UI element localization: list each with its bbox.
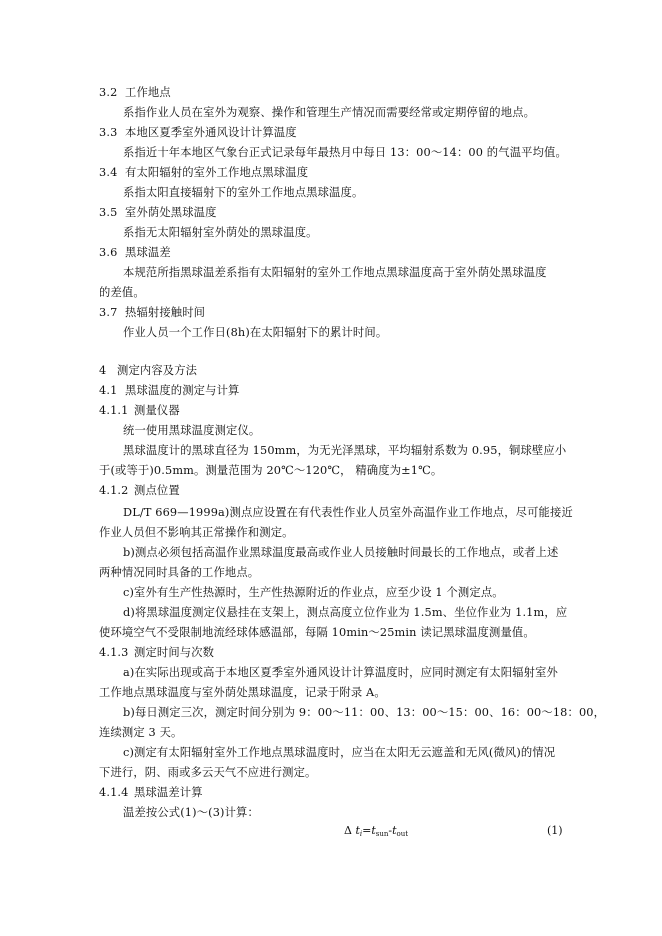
- paragraph: 系指无太阳辐射室外荫处的黑球温度。: [123, 226, 318, 239]
- section-title: 本地区夏季室外通风设计计算温度: [125, 126, 297, 139]
- paragraph: c)室外有生产性热源时，生产性热源附近的作业点，应至少设 1 个测定点。: [123, 586, 504, 599]
- section-title: 热辐射接触时间: [125, 306, 206, 319]
- formula-t-i: t: [355, 824, 360, 837]
- formula-sub-i: i: [359, 830, 363, 838]
- subsection-heading-4-1-1: [99, 404, 180, 418]
- paragraph: a)在实际出现或高于本地区夏季室外通风设计计算温度时，应同时测定有太阳辐射室外: [123, 666, 558, 679]
- subsection-number: 4.1.3: [99, 646, 129, 659]
- section-title: 室外荫处黑球温度: [125, 206, 217, 219]
- paragraph: 系指近十年本地区气象台正式记录每年最热月中每日 13：00～14：00 的气温平均值。: [123, 146, 567, 159]
- paragraph: 温差按公式(1)～(3)计算：: [123, 806, 259, 819]
- formula-minus: -: [388, 824, 393, 837]
- section-heading-3-4: [99, 166, 308, 180]
- subsection-title: 黑球温差计算: [134, 786, 203, 799]
- subsection-heading-4-1-3: [99, 646, 214, 660]
- paragraph-continuation: 连续测定 3 天。: [99, 726, 183, 739]
- formula-equals: =: [362, 824, 372, 837]
- chapter-number: 4: [99, 364, 107, 377]
- paragraph: 本规范所指黑球温差系指有太阳辐射的室外工作地点黑球温度高于室外荫处黑球温度: [123, 266, 547, 279]
- formula-t-out: t: [392, 824, 397, 837]
- subsection-number: 4.1.1: [99, 404, 129, 417]
- section-number: 4.1: [99, 384, 118, 397]
- chapter-title: 测定内容及方法: [117, 364, 198, 377]
- paragraph-continuation: 下进行，阴、雨或多云天气不应进行测定。: [99, 766, 317, 779]
- paragraph-continuation: 工作地点黑球温度与室外荫处黑球温度，记录于附录 A。: [99, 686, 386, 699]
- subsection-title: 测量仪器: [134, 404, 180, 417]
- section-heading-3-3: [99, 126, 297, 140]
- paragraph: 统一使用黑球温度测定仪。: [123, 424, 261, 437]
- paragraph: b)测点必须包括高温作业黑球温度最高或作业人员接触时间最长的工作地点，或者上述: [123, 546, 559, 559]
- section-title: 黑球温差: [125, 246, 171, 259]
- subsection-heading-4-1-2: [99, 484, 180, 498]
- section-number: 3.7: [99, 306, 118, 319]
- section-number: 3.4: [99, 166, 118, 179]
- section-title: 黑球温度的测定与计算: [125, 384, 240, 397]
- section-title: 工作地点: [125, 86, 171, 99]
- formula-1: [344, 824, 408, 841]
- paragraph-continuation: 两种情况同时具备的工作地点。: [99, 566, 260, 579]
- paragraph: d)将黑球温度测定仪悬挂在支架上，测点高度立位作业为 1.5m、坐位作业为 1.1m，应: [123, 606, 568, 619]
- section-heading-3-6: [99, 246, 171, 260]
- formula-sub-sun: sun: [375, 830, 389, 838]
- paragraph-continuation: 于(或等于)0.5mm。测量范围为 20℃～120℃， 精确度为±1℃。: [99, 464, 443, 477]
- chapter-heading-4: [99, 364, 197, 378]
- section-number: 3.6: [99, 246, 118, 259]
- paragraph-continuation: 的差值。: [99, 286, 145, 299]
- paragraph: DL/T 669—1999a)测点应设置在有代表性作业人员室外高温作业工作地点，尽可能接近: [123, 506, 573, 519]
- subsection-number: 4.1.4: [99, 786, 129, 799]
- section-heading-3-2: [99, 86, 171, 100]
- section-heading-4-1: [99, 384, 239, 398]
- formula-t-sun: t: [371, 824, 376, 837]
- subsection-title: 测定时间与次数: [134, 646, 215, 659]
- section-number: 3.5: [99, 206, 118, 219]
- subsection-number: 4.1.2: [99, 484, 129, 497]
- section-title: 有太阳辐射的室外工作地点黑球温度: [125, 166, 309, 179]
- paragraph-continuation: 使环境空气不受限制地流经球体感温部，每隔 10min～25min 读记黑球温度测量值。: [99, 626, 535, 639]
- section-number: 3.3: [99, 126, 118, 139]
- subsection-heading-4-1-4: [99, 786, 203, 800]
- paragraph: 系指太阳直接辐射下的室外工作地点黑球温度。: [123, 186, 364, 199]
- paragraph: c)测定有太阳辐射室外工作地点黑球温度时，应当在太阳无云遮盖和无风(微风)的情况: [123, 746, 556, 759]
- paragraph: 黑球温度计的黑球直径为 150mm，为无光泽黑球，平均辐射系数为 0.95，铜球壁应小: [123, 444, 567, 457]
- subsection-title: 测点位置: [134, 484, 180, 497]
- section-heading-3-7: [99, 306, 205, 320]
- section-number: 3.2: [99, 86, 118, 99]
- paragraph: 系指作业人员在室外为观察、操作和管理生产情况而需要经常或定期停留的地点。: [123, 106, 536, 119]
- formula-sub-out: out: [396, 830, 409, 838]
- formula-delta: Δ: [344, 824, 352, 837]
- paragraph: 作业人员一个工作日(8h)在太阳辐射下的累计时间。: [123, 326, 388, 339]
- paragraph-continuation: 作业人员但不影响其正常操作和测定。: [99, 526, 294, 539]
- paragraph: b)每日测定三次，测定时间分别为 9：00～11：00、13：00～15：00、16：00～18：00，: [123, 706, 606, 719]
- section-heading-3-5: [99, 206, 217, 220]
- equation-number: (1): [547, 824, 563, 837]
